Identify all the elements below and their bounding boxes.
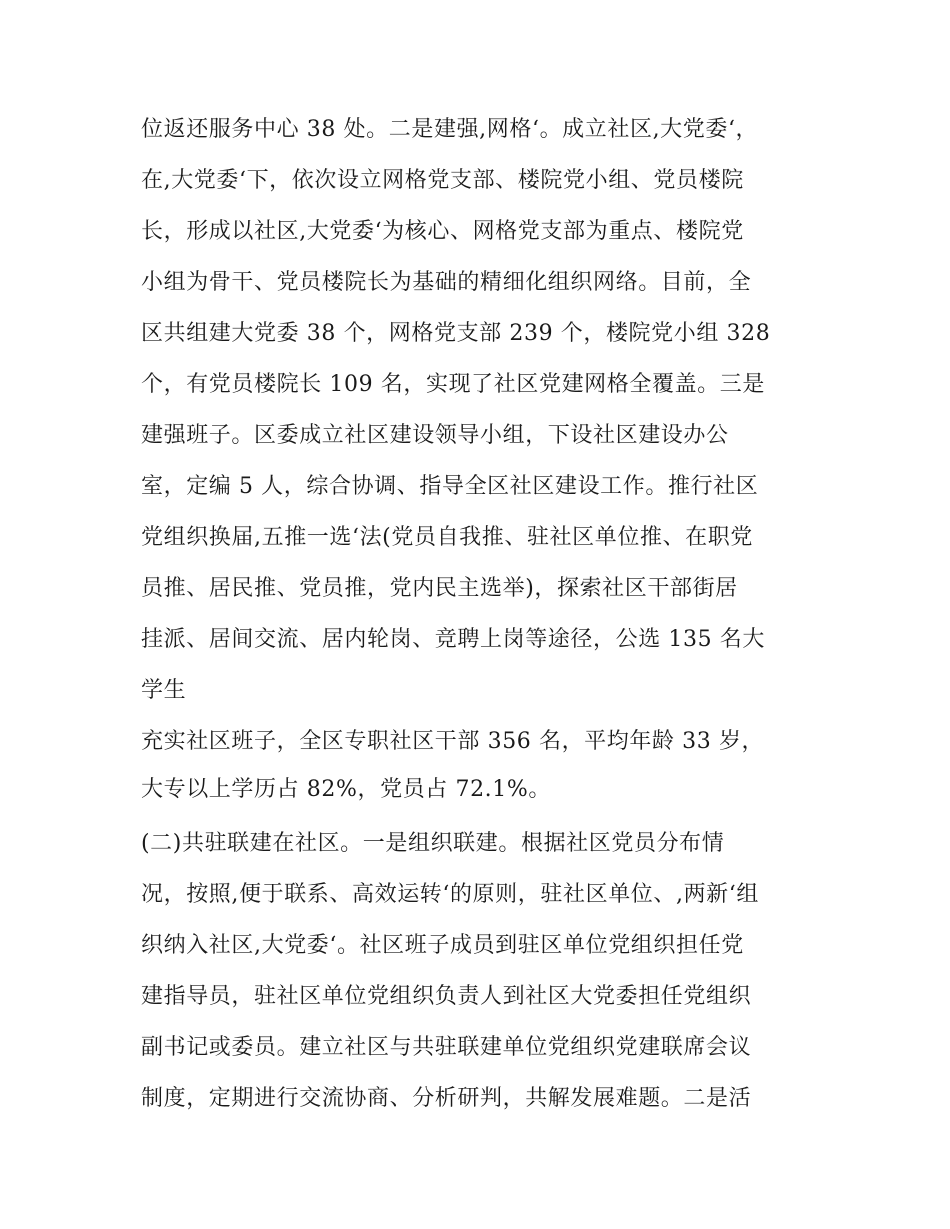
text-line: 长，形成以社区,大党委‘为核心、网格党支部为重点、楼院党 — [141, 219, 744, 244]
text-line: 员推、居民推、党员推，党内民主选举)，探索社区干部街居 — [141, 576, 738, 601]
text-line: 区共组建大党委 38 个，网格党支部 239 个，楼院党小组 328 — [141, 321, 771, 346]
text-line: 副书记或委员。建立社区与共驻联建单位党组织党建联席会议 — [141, 1035, 752, 1060]
text-line: 学生 — [141, 678, 187, 703]
text-line: 挂派、居间交流、居内轮岗、竞聘上岗等途径，公选 135 名大 — [141, 627, 765, 652]
text-line: 制度，定期进行交流协商、分析研判，共解发展难题。二是活 — [141, 1086, 752, 1111]
text-line: 建指导员，驻社区单位党组织负责人到社区大党委担任党组织 — [141, 984, 752, 1009]
text-line: 充实社区班子，全区专职社区干部 356 名，平均年龄 33 岁， — [141, 729, 765, 754]
text-line: 个，有党员楼院长 109 名，实现了社区党建网格全覆盖。三是 — [141, 372, 765, 397]
text-line: 建强班子。区委成立社区建设领导小组，下设社区建设办公 — [141, 423, 729, 448]
text-line: 小组为骨干、党员楼院长为基础的精细化组织网络。目前，全 — [141, 270, 752, 295]
text-line: 况，按照,便于联系、高效运转‘的原则，驻社区单位、,两新‘组 — [141, 882, 759, 907]
text-line: (二)共驻联建在社区。一是组织联建。根据社区党员分布情 — [141, 831, 725, 856]
text-line: 织纳入社区,大党委‘。社区班子成员到驻区单位党组织担任党 — [141, 933, 744, 958]
text-line: 在,大党委‘下，依次设立网格党支部、楼院党小组、党员楼院 — [141, 168, 744, 193]
text-line: 室，定编 5 人，综合协调、指导全区社区建设工作。推行社区 — [141, 474, 759, 499]
text-line: 位返还服务中心 38 处。二是建强,网格‘。成立社区,大党委‘， — [141, 117, 759, 142]
text-line: 大专以上学历占 82%，党员占 72.1%。 — [141, 777, 551, 802]
text-line: 党组织换届,五推一选‘法(党员自我推、驻社区单位推、在职党 — [141, 525, 753, 550]
